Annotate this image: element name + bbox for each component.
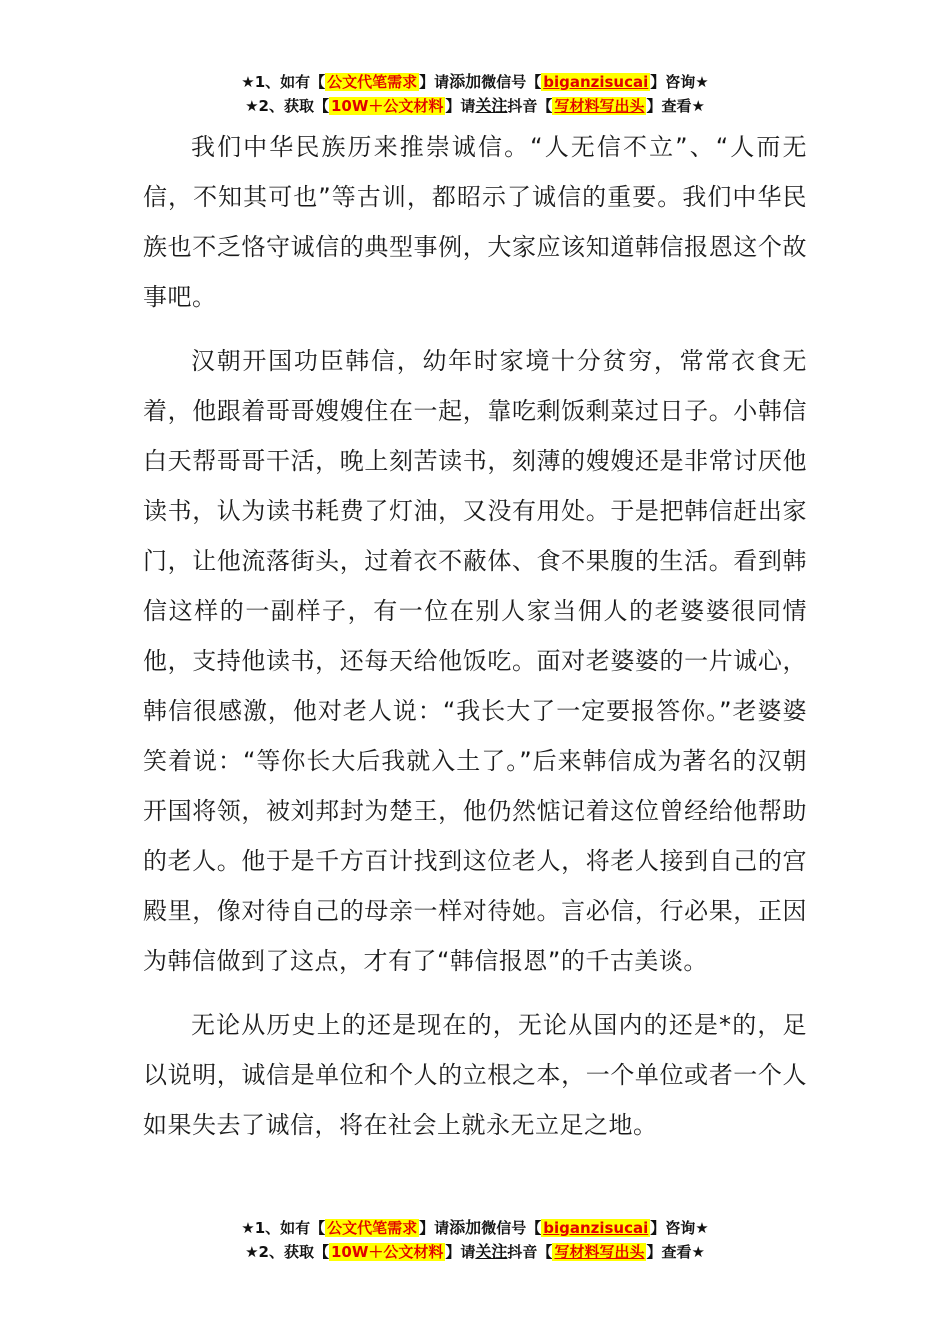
star-icon: ★ <box>245 97 259 115</box>
banner-text: 1、如有【 <box>254 1219 326 1237</box>
highlight-materials: 10W＋公文材料 <box>330 1243 444 1261</box>
article-paragraph-1: 我们中华民族历来推崇诚信。“人无信不立”、“人而无信，不知其可也”等古训，都昭示了诚信的重要。我们中华民族也不乏恪守诚信的典型事例，大家应该知道韩信报恩这个故事吧。 <box>143 133 807 311</box>
highlight-service: 公文代笔需求 <box>327 73 418 91</box>
banner-text: 】请 <box>445 97 476 115</box>
wechat-id-link[interactable]: biganzisucai <box>543 1219 649 1237</box>
banner-line-1 <box>0 1216 950 1240</box>
banner-text: 】查看 <box>646 1243 692 1261</box>
banner-line-2 <box>0 94 950 118</box>
star-icon: ★ <box>245 1243 259 1261</box>
article-body <box>143 122 807 1164</box>
douyin-account-link[interactable]: 写材料写出头 <box>554 1243 645 1261</box>
banner-emphasis: 关注 <box>475 96 508 115</box>
banner-emphasis: 关注 <box>475 1242 508 1261</box>
banner-text: 】请 <box>419 73 450 91</box>
banner-text: 1、如有【 <box>254 73 326 91</box>
star-icon: ★ <box>695 1219 709 1237</box>
banner-text: 抖音【 <box>507 1243 553 1261</box>
banner-text: 】请 <box>445 1243 476 1261</box>
wechat-id-link[interactable]: biganzisucai <box>543 73 649 91</box>
star-icon: ★ <box>695 73 709 91</box>
star-icon: ★ <box>241 1219 255 1237</box>
highlight-materials: 10W＋公文材料 <box>330 97 444 115</box>
banner-text: 】请 <box>419 1219 450 1237</box>
highlight-service: 公文代笔需求 <box>327 1219 418 1237</box>
banner-text: 2、获取【 <box>258 1243 329 1261</box>
star-icon: ★ <box>691 1243 705 1261</box>
banner-emphasis: 添加 <box>449 1218 482 1237</box>
banner-line-2 <box>0 1240 950 1264</box>
banner-emphasis: 添加 <box>449 72 482 91</box>
article-paragraph-3: 无论从历史上的还是现在的，无论从国内的还是*的，足以说明，诚信是单位和个人的立根之本，一个单位或者一个人如果失去了诚信，将在社会上就永无立足之地。 <box>143 1011 807 1139</box>
banner-text: 】咨询 <box>650 73 696 91</box>
banner-line-1 <box>0 70 950 94</box>
banner-text: 】查看 <box>646 97 692 115</box>
banner-text: 】咨询 <box>650 1219 696 1237</box>
banner-text: 抖音【 <box>507 97 553 115</box>
banner-text: 微信号【 <box>481 73 542 91</box>
douyin-account-link[interactable]: 写材料写出头 <box>554 97 645 115</box>
footer-banner <box>0 1216 950 1264</box>
banner-text: 2、获取【 <box>258 97 329 115</box>
header-banner <box>0 70 950 118</box>
article-paragraph-2: 汉朝开国功臣韩信，幼年时家境十分贫穷，常常衣食无着，他跟着哥哥嫂嫂住在一起，靠吃剩饭剩菜过日子。小韩信白天帮哥哥干活，晚上刻苦读书，刻薄的嫂嫂还是非常讨厌他读书，认为读书耗费了灯油，又没有用处。于是把韩信赶出家门，让他流落街头，过着衣不蔽体、食不果腹的生活。看到韩信这样的一副样子，有一位在别人家当佣人的老婆婆很同情他，支持他读书，还每天给他饭吃。面对老婆婆的一片诚心，韩信很感激，他对老人说：“我长大了一定要报答你。”老婆婆笑着说：“等你长大后我就入土了。”后来韩信成为著名的汉朝开国将领，被刘邦封为楚王，他仍然惦记着这位曾经给他帮助的老人。他于是千方百计找到这位老人，将老人接到自己的宫殿里，像对待自己的母亲一样对待她。言必信，行必果，正因为韩信做到了这点，才有了“韩信报恩”的千古美谈。 <box>143 347 807 975</box>
banner-text: 微信号【 <box>481 1219 542 1237</box>
star-icon: ★ <box>691 97 705 115</box>
star-icon: ★ <box>241 73 255 91</box>
